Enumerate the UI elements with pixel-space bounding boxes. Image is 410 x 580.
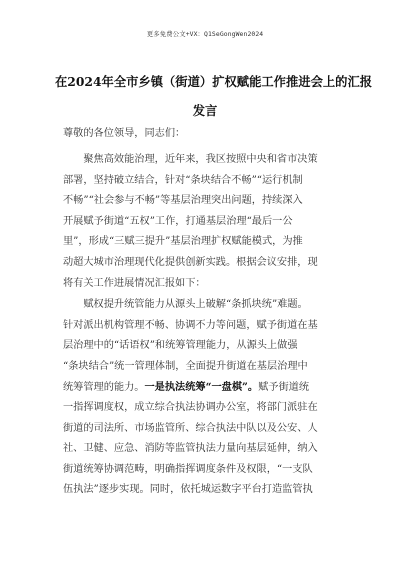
paragraph-line: 针对派出机构管理不畅、协调不力等问题，赋予街道在基 bbox=[63, 319, 318, 331]
paragraph-line: 聚焦高效能治理，近年来，我区按照中央和省市决策 bbox=[63, 154, 318, 165]
line-text-before: 统筹管理的能力。 bbox=[63, 382, 145, 394]
paragraph-line: 层治理中的“话语权”和统筹管理能力，从源头上做强 bbox=[63, 340, 298, 352]
document-title-line-2: 发言 bbox=[192, 103, 218, 118]
bold-heading-point-one: 一是执法统筹“一盘棋”。 bbox=[144, 381, 259, 394]
greeting bbox=[63, 124, 353, 145]
paragraph-line: 部署，坚持破立结合，针对“条块结合不畅”“运行机制 bbox=[63, 174, 303, 186]
paragraph-line: 不畅”“社会参与不畅”等基层治理突出问题，持续深入 bbox=[63, 195, 303, 207]
paragraph-line: 动超大城市治理现代化提供创新实践。根据会议安排，现 bbox=[63, 256, 318, 268]
paragraph-line: 伍执法”逐步实现。同时，依托城运数字平台打造监管执 bbox=[63, 484, 313, 496]
paragraph-line: 街道统筹协调范畴，明确指挥调度条件及权限，“一支队 bbox=[63, 463, 313, 475]
paragraph-line: 开展赋予街道“五权”工作，打通基层治理“最后一公 bbox=[63, 215, 293, 227]
greeting-line: 尊敬的各位领导，同志们： bbox=[63, 128, 186, 139]
paragraph-line: 赋权提升统管能力从源头上破解“条抓块统”难题。 bbox=[63, 299, 308, 310]
paragraph-line: 社、卫健、应急、消防等监管执法力量向基层延伸，纳入 bbox=[63, 443, 318, 455]
document-title-line-1: 在2024年全市乡镇（街道）扩权赋能工作推进会上的汇报 bbox=[55, 74, 373, 89]
paragraph-line-with-bold bbox=[63, 377, 353, 398]
paragraph-line: “条块结合”统一管理体制，全面提升街道在基层治理中 bbox=[63, 360, 308, 372]
paragraph-line: 里”，形成“三赋三提升”基层治理扩权赋能模式，为推 bbox=[63, 236, 303, 248]
paragraph-intro bbox=[63, 150, 353, 294]
paragraph-empowerment bbox=[63, 295, 353, 501]
paragraph-line: 街道的司法所、市场监管所、综合执法中队以及公安、人 bbox=[63, 422, 318, 434]
header-note: 更多免费公文+VX：Q1SeGongWen2024 bbox=[146, 30, 264, 38]
paragraph-line: 一指挥调度权，成立综合执法协调办公室，将部门派驻在 bbox=[63, 401, 318, 413]
line-text-after: 赋予街道统 bbox=[258, 382, 310, 394]
paragraph-line: 将有关工作进展情况汇报如下： bbox=[63, 277, 206, 289]
